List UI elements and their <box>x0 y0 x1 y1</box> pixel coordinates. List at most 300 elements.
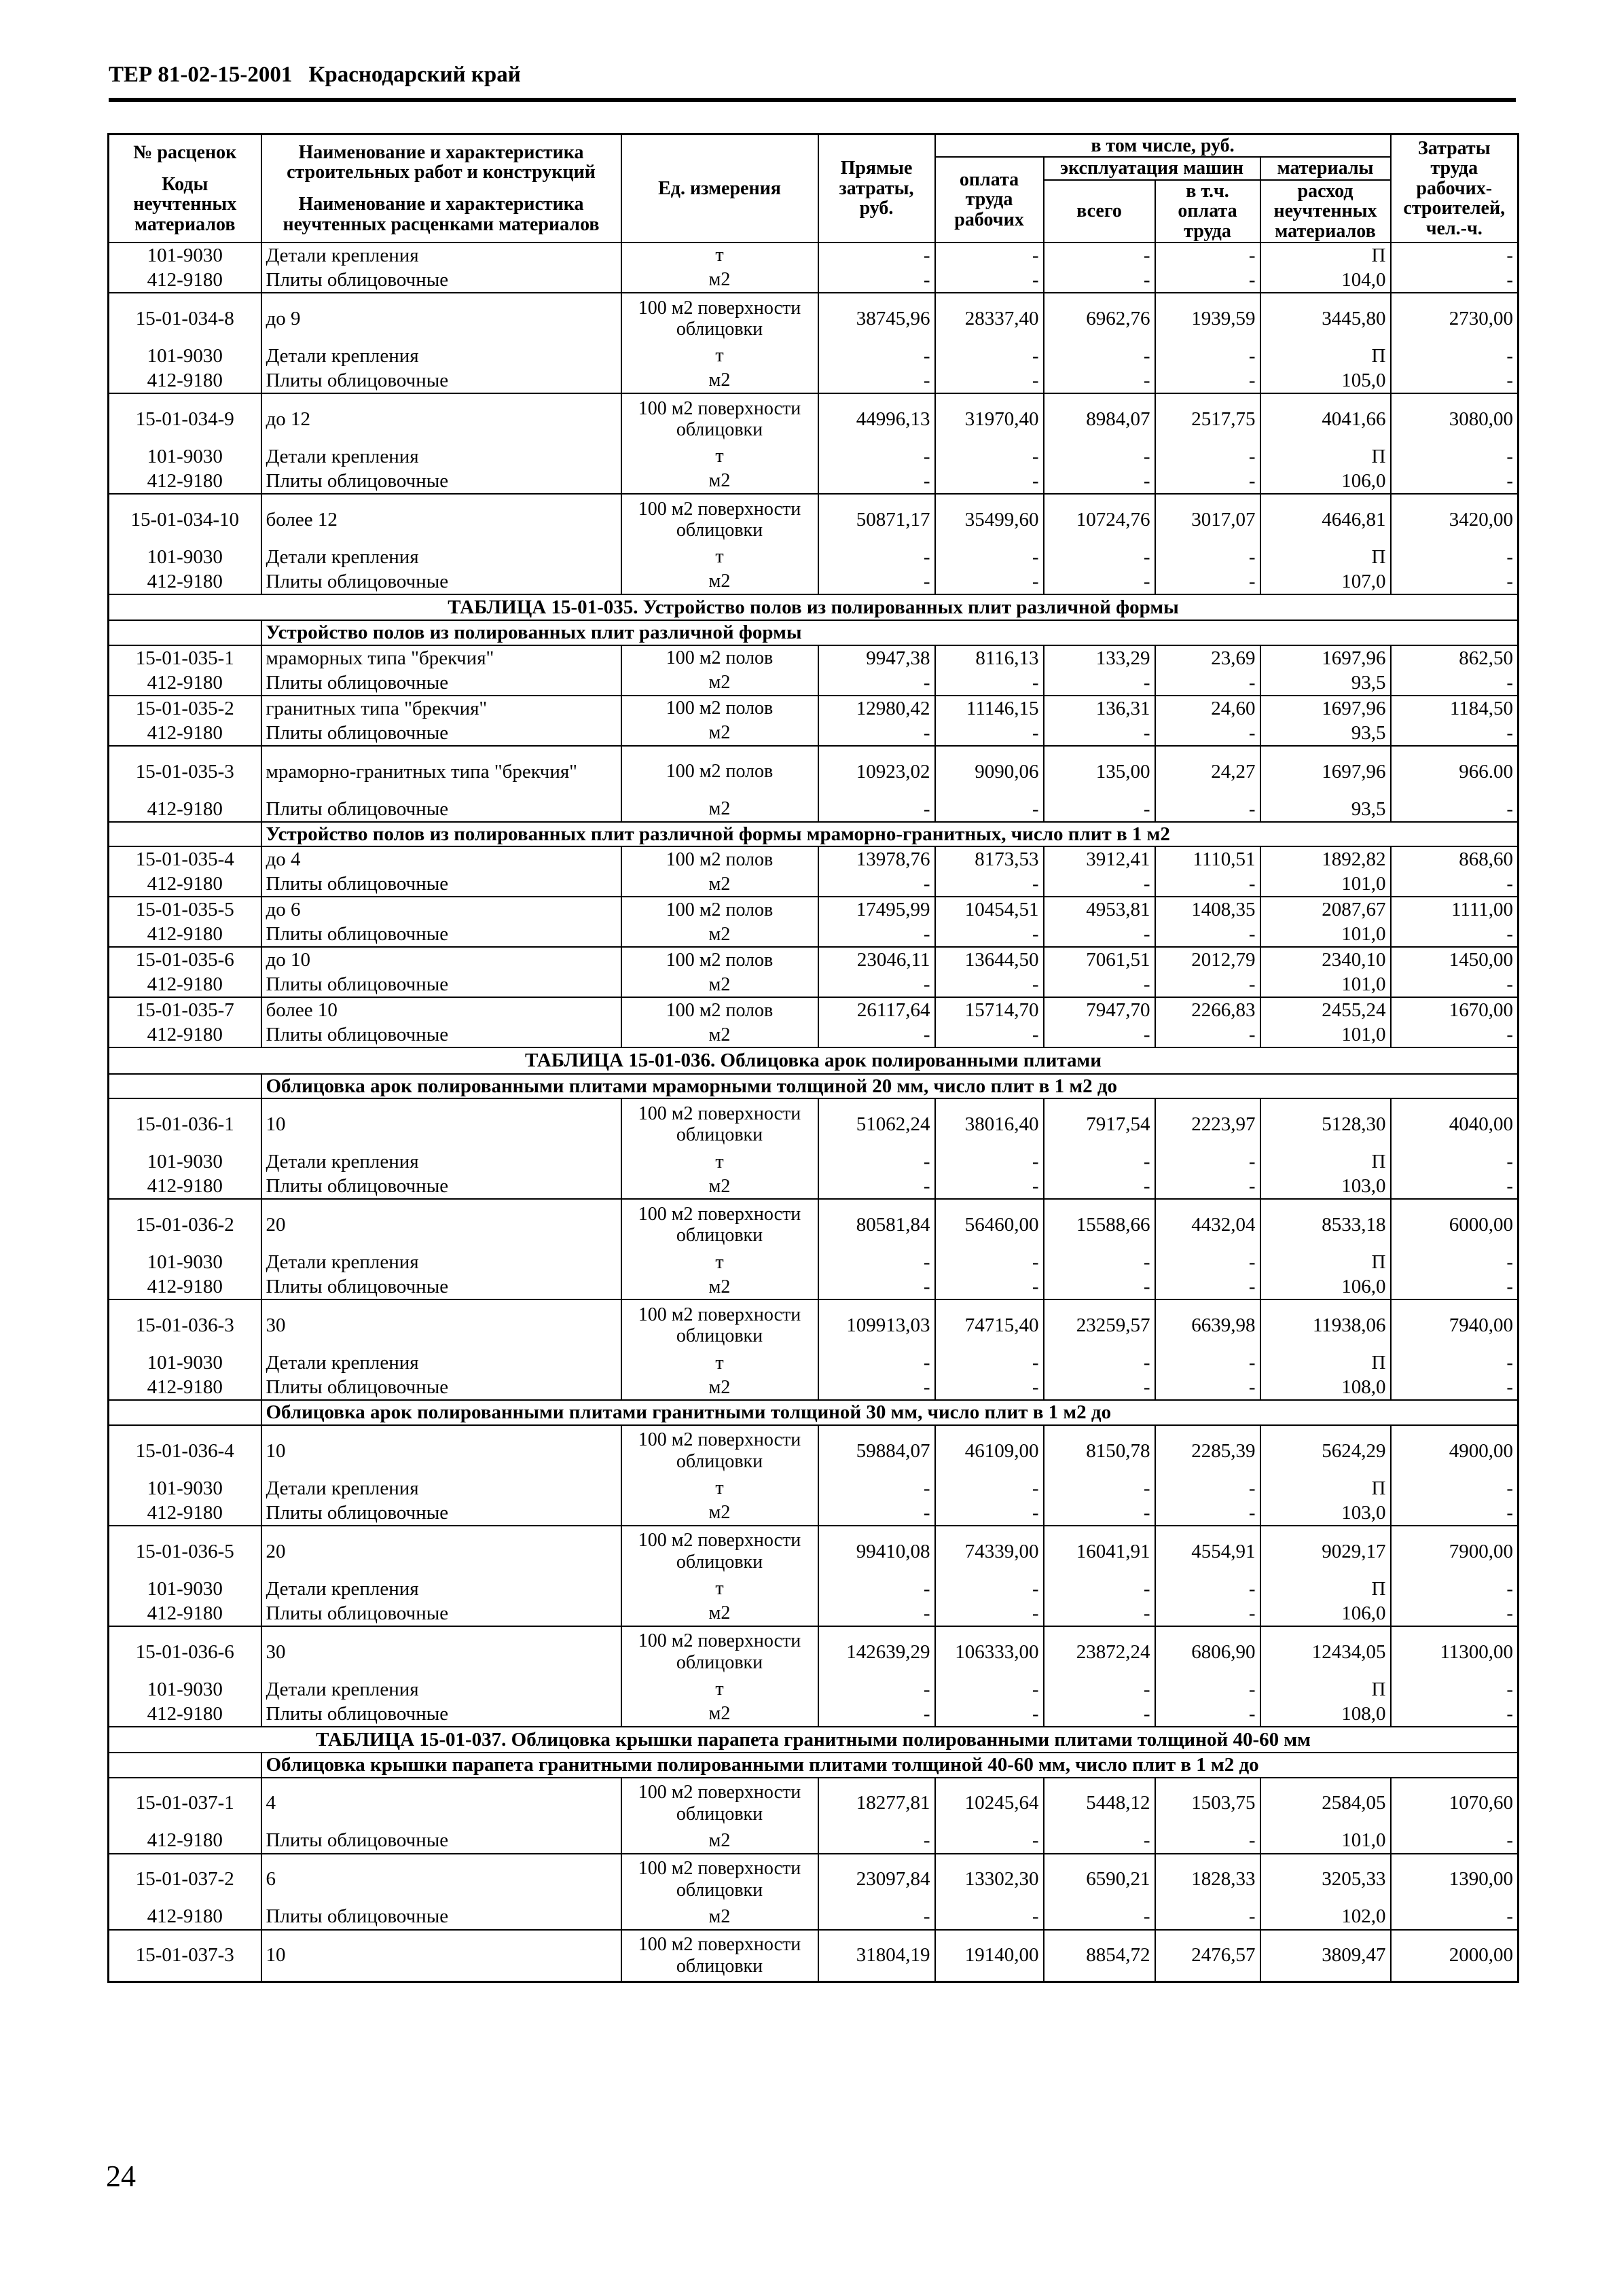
unit: м2 <box>621 1274 818 1299</box>
materials: 103,0 <box>1260 1174 1391 1199</box>
labor-hours: - <box>1391 1375 1519 1400</box>
material-name: Плиты облицовочные <box>261 1174 621 1199</box>
machine-labor: - <box>1155 1022 1260 1047</box>
rate-code: 15-01-037-3 <box>109 1930 261 1982</box>
rate-code: 15-01-035-1 <box>109 645 261 670</box>
materials: 4041,66 <box>1260 393 1391 444</box>
unit: 100 м2 полов <box>621 947 818 972</box>
material-row <box>109 1577 1519 1601</box>
header-rate-no: № расценок <box>133 141 237 163</box>
labor-pay: 13302,30 <box>935 1854 1044 1905</box>
machine-labor: 24,27 <box>1155 746 1260 797</box>
material-name: Детали крепления <box>261 545 621 569</box>
rate-row <box>109 293 1519 344</box>
materials: 102,0 <box>1260 1905 1391 1930</box>
machine-labor: - <box>1155 1350 1260 1375</box>
direct-costs: 10923,02 <box>818 746 935 797</box>
header-rate-codes <box>109 134 261 243</box>
direct-costs: - <box>818 344 935 368</box>
unit: 100 м2 поверхности облицовки <box>621 1626 818 1677</box>
header-labor-costs: Затраты труда рабочих-строителей, чел.-ч. <box>1391 134 1519 243</box>
material-code: 101-9030 <box>109 1149 261 1174</box>
material-row <box>109 1601 1519 1626</box>
material-row <box>109 243 1519 268</box>
materials: 4646,81 <box>1260 494 1391 545</box>
material-code: 101-9030 <box>109 1577 261 1601</box>
unit: м2 <box>621 922 818 947</box>
machine-labor: 2012,79 <box>1155 947 1260 972</box>
materials: 106,0 <box>1260 1601 1391 1626</box>
labor-hours: - <box>1391 1577 1519 1601</box>
direct-costs: - <box>818 1501 935 1526</box>
labor-pay: - <box>935 344 1044 368</box>
unit: 100 м2 поверхности облицовки <box>621 1778 818 1829</box>
materials: 101,0 <box>1260 922 1391 947</box>
direct-costs: 23046,11 <box>818 947 935 972</box>
direct-costs: - <box>818 243 935 268</box>
subsection-row <box>109 1074 1519 1098</box>
labor-hours: 1070,60 <box>1391 1778 1519 1829</box>
material-name: Плиты облицовочные <box>261 670 621 696</box>
labor-hours: - <box>1391 670 1519 696</box>
subsection-row <box>109 822 1519 846</box>
material-code: 412-9180 <box>109 268 261 293</box>
labor-pay: - <box>935 972 1044 997</box>
labor-pay: - <box>935 1149 1044 1174</box>
machine-labor: - <box>1155 569 1260 594</box>
subsection-spacer <box>109 822 261 846</box>
labor-pay: - <box>935 922 1044 947</box>
labor-pay: - <box>935 1274 1044 1299</box>
unit: т <box>621 1677 818 1702</box>
direct-costs: 26117,64 <box>818 997 935 1022</box>
material-code: 412-9180 <box>109 1174 261 1199</box>
table-title: ТАБЛИЦА 15-01-036. Облицовка арок полированными плитами <box>109 1047 1519 1073</box>
machine-labor: - <box>1155 344 1260 368</box>
materials: П <box>1260 1149 1391 1174</box>
material-code: 101-9030 <box>109 1250 261 1274</box>
labor-hours: 868,60 <box>1391 846 1519 872</box>
material-row <box>109 1250 1519 1274</box>
unit: м2 <box>621 721 818 746</box>
labor-pay: 19140,00 <box>935 1930 1044 1982</box>
labor-hours: - <box>1391 972 1519 997</box>
labor-hours: - <box>1391 344 1519 368</box>
labor-pay: - <box>935 545 1044 569</box>
table-title-row <box>109 1047 1519 1073</box>
rate-code: 15-01-035-6 <box>109 947 261 972</box>
machine-labor: - <box>1155 721 1260 746</box>
labor-pay: - <box>935 721 1044 746</box>
rate-code: 15-01-036-4 <box>109 1425 261 1476</box>
machine-total: - <box>1044 972 1155 997</box>
material-code: 101-9030 <box>109 1677 261 1702</box>
work-name: 30 <box>261 1626 621 1677</box>
rate-row <box>109 1930 1519 1982</box>
machine-total: - <box>1044 1174 1155 1199</box>
labor-pay: - <box>935 1022 1044 1047</box>
rate-row <box>109 494 1519 545</box>
materials: 1697,96 <box>1260 645 1391 670</box>
labor-hours: 1670,00 <box>1391 997 1519 1022</box>
machine-total: 8984,07 <box>1044 393 1155 444</box>
material-row <box>109 1829 1519 1854</box>
labor-hours: 6000,00 <box>1391 1199 1519 1250</box>
labor-hours: - <box>1391 569 1519 594</box>
material-row <box>109 444 1519 469</box>
materials: 3809,47 <box>1260 1930 1391 1982</box>
direct-costs: - <box>818 1677 935 1702</box>
material-row <box>109 1022 1519 1047</box>
rate-row <box>109 947 1519 972</box>
machine-total: - <box>1044 444 1155 469</box>
materials: 11938,06 <box>1260 1299 1391 1350</box>
material-code: 412-9180 <box>109 721 261 746</box>
materials: П <box>1260 1350 1391 1375</box>
machine-total: - <box>1044 545 1155 569</box>
machine-total: - <box>1044 1476 1155 1501</box>
direct-costs: - <box>818 1577 935 1601</box>
machine-total: - <box>1044 1250 1155 1274</box>
machine-labor: - <box>1155 1501 1260 1526</box>
direct-costs: - <box>818 1476 935 1501</box>
machine-labor: 24,60 <box>1155 696 1260 721</box>
price-table <box>107 133 1519 1983</box>
materials: П <box>1260 344 1391 368</box>
direct-costs: - <box>818 469 935 494</box>
unit: 100 м2 поверхности облицовки <box>621 1299 818 1350</box>
machine-total: - <box>1044 469 1155 494</box>
materials: 107,0 <box>1260 569 1391 594</box>
direct-costs: 51062,24 <box>818 1098 935 1149</box>
labor-pay: - <box>935 797 1044 822</box>
labor-pay: 13644,50 <box>935 947 1044 972</box>
machine-total: 3912,41 <box>1044 846 1155 872</box>
machine-labor: - <box>1155 469 1260 494</box>
work-name: 20 <box>261 1526 621 1577</box>
material-code: 412-9180 <box>109 797 261 822</box>
work-name: 10 <box>261 1098 621 1149</box>
materials: 93,5 <box>1260 670 1391 696</box>
rate-code: 15-01-035-2 <box>109 696 261 721</box>
machine-total: - <box>1044 1905 1155 1930</box>
machine-labor: - <box>1155 1250 1260 1274</box>
unit: м2 <box>621 1022 818 1047</box>
machine-labor: - <box>1155 1476 1260 1501</box>
machine-total: 5448,12 <box>1044 1778 1155 1829</box>
materials: 3445,80 <box>1260 293 1391 344</box>
subsection-title: Устройство полов из полированных плит различной формы мраморно-гранитных, число плит в 1 м2 <box>261 822 1519 846</box>
page-header <box>109 62 521 88</box>
labor-hours: 7900,00 <box>1391 1526 1519 1577</box>
labor-pay: 10454,51 <box>935 897 1044 922</box>
unit: т <box>621 243 818 268</box>
machine-labor: 2517,75 <box>1155 393 1260 444</box>
rate-code: 15-01-037-1 <box>109 1778 261 1829</box>
direct-costs: - <box>818 1829 935 1854</box>
unit: м2 <box>621 268 818 293</box>
rate-row <box>109 1626 1519 1677</box>
material-row <box>109 972 1519 997</box>
material-row <box>109 1476 1519 1501</box>
subsection-row <box>109 1400 1519 1424</box>
header-including: в том числе, руб. <box>935 134 1391 158</box>
material-row <box>109 797 1519 822</box>
unit: т <box>621 1149 818 1174</box>
materials: 106,0 <box>1260 1274 1391 1299</box>
labor-hours: - <box>1391 1702 1519 1727</box>
labor-hours: - <box>1391 1601 1519 1626</box>
machine-labor: - <box>1155 444 1260 469</box>
materials: П <box>1260 444 1391 469</box>
material-code: 412-9180 <box>109 469 261 494</box>
machine-total: - <box>1044 797 1155 822</box>
work-name: более 10 <box>261 997 621 1022</box>
machine-labor: 1503,75 <box>1155 1778 1260 1829</box>
rate-code: 15-01-035-7 <box>109 997 261 1022</box>
unit: м2 <box>621 1829 818 1854</box>
labor-pay: - <box>935 1601 1044 1626</box>
direct-costs: 9947,38 <box>818 645 935 670</box>
labor-pay: - <box>935 444 1044 469</box>
material-name: Плиты облицовочные <box>261 797 621 822</box>
material-name: Плиты облицовочные <box>261 268 621 293</box>
rate-code: 15-01-036-1 <box>109 1098 261 1149</box>
rate-code: 15-01-036-2 <box>109 1199 261 1250</box>
direct-costs: - <box>818 444 935 469</box>
labor-pay: 9090,06 <box>935 746 1044 797</box>
unit: т <box>621 1577 818 1601</box>
work-name: гранитных типа "брекчия" <box>261 696 621 721</box>
material-code: 412-9180 <box>109 1022 261 1047</box>
materials: П <box>1260 1577 1391 1601</box>
material-name: Плиты облицовочные <box>261 368 621 393</box>
material-row <box>109 368 1519 393</box>
materials: 5624,29 <box>1260 1425 1391 1476</box>
labor-hours: - <box>1391 721 1519 746</box>
machine-total: - <box>1044 1577 1155 1601</box>
unit: т <box>621 1250 818 1274</box>
labor-pay: - <box>935 243 1044 268</box>
labor-hours: 2730,00 <box>1391 293 1519 344</box>
direct-costs: 12980,42 <box>818 696 935 721</box>
work-name: 6 <box>261 1854 621 1905</box>
labor-pay: 8173,53 <box>935 846 1044 872</box>
material-name: Плиты облицовочные <box>261 1829 621 1854</box>
material-row <box>109 1149 1519 1174</box>
material-code: 412-9180 <box>109 1702 261 1727</box>
unit: м2 <box>621 1702 818 1727</box>
material-code: 101-9030 <box>109 344 261 368</box>
header-work-name: Наименование и характеристика строительных работ и конструкций <box>287 141 596 183</box>
table-body <box>109 243 1519 1981</box>
unit: м2 <box>621 368 818 393</box>
labor-hours: - <box>1391 1829 1519 1854</box>
labor-hours: - <box>1391 469 1519 494</box>
work-name: 20 <box>261 1199 621 1250</box>
work-name: 4 <box>261 1778 621 1829</box>
machine-labor: - <box>1155 922 1260 947</box>
machine-labor: - <box>1155 545 1260 569</box>
labor-hours: - <box>1391 1274 1519 1299</box>
labor-pay: 56460,00 <box>935 1199 1044 1250</box>
direct-costs: - <box>818 569 935 594</box>
materials: П <box>1260 545 1391 569</box>
direct-costs: 17495,99 <box>818 897 935 922</box>
work-name: 30 <box>261 1299 621 1350</box>
material-code: 412-9180 <box>109 922 261 947</box>
material-row <box>109 1274 1519 1299</box>
machine-total: 8150,78 <box>1044 1425 1155 1476</box>
rate-row <box>109 696 1519 721</box>
unit: 100 м2 полов <box>621 997 818 1022</box>
direct-costs: - <box>818 1149 935 1174</box>
material-name: Детали крепления <box>261 1149 621 1174</box>
material-code: 101-9030 <box>109 444 261 469</box>
material-name: Детали крепления <box>261 1250 621 1274</box>
materials: 9029,17 <box>1260 1526 1391 1577</box>
material-row <box>109 872 1519 897</box>
unit: 100 м2 поверхности облицовки <box>621 393 818 444</box>
unit: 100 м2 поверхности облицовки <box>621 1930 818 1982</box>
material-code: 101-9030 <box>109 243 261 268</box>
machine-labor: - <box>1155 1677 1260 1702</box>
material-code: 412-9180 <box>109 872 261 897</box>
direct-costs: - <box>818 1350 935 1375</box>
machine-labor: - <box>1155 1577 1260 1601</box>
labor-pay: - <box>935 1702 1044 1727</box>
labor-pay: 35499,60 <box>935 494 1044 545</box>
material-row <box>109 922 1519 947</box>
material-code: 412-9180 <box>109 1375 261 1400</box>
subsection-spacer <box>109 1753 261 1777</box>
work-name: более 12 <box>261 494 621 545</box>
header-material-name: Наименование и характеристика неучтенных расценками материалов <box>283 194 600 235</box>
machine-labor: - <box>1155 1601 1260 1626</box>
machine-total: - <box>1044 721 1155 746</box>
materials: 104,0 <box>1260 268 1391 293</box>
labor-pay: - <box>935 1829 1044 1854</box>
header-unit: Ед. измерения <box>621 134 818 243</box>
unit: 100 м2 поверхности облицовки <box>621 494 818 545</box>
unit: т <box>621 344 818 368</box>
material-row <box>109 545 1519 569</box>
labor-hours: - <box>1391 922 1519 947</box>
material-name: Детали крепления <box>261 444 621 469</box>
machine-total: - <box>1044 243 1155 268</box>
unit: т <box>621 1350 818 1375</box>
direct-costs: 23097,84 <box>818 1854 935 1905</box>
machine-labor: 2285,39 <box>1155 1425 1260 1476</box>
labor-pay: - <box>935 872 1044 897</box>
rate-code: 15-01-035-5 <box>109 897 261 922</box>
materials: 101,0 <box>1260 1829 1391 1854</box>
materials: П <box>1260 243 1391 268</box>
material-name: Плиты облицовочные <box>261 1274 621 1299</box>
rate-row <box>109 897 1519 922</box>
unit: м2 <box>621 569 818 594</box>
unit: т <box>621 444 818 469</box>
material-row <box>109 1174 1519 1199</box>
header-machine-operation: эксплуатация машин <box>1044 157 1260 179</box>
machine-total: 23259,57 <box>1044 1299 1155 1350</box>
direct-costs: - <box>818 1022 935 1047</box>
material-name: Детали крепления <box>261 344 621 368</box>
materials: 101,0 <box>1260 972 1391 997</box>
rate-code: 15-01-034-10 <box>109 494 261 545</box>
material-code: 101-9030 <box>109 1476 261 1501</box>
rate-code: 15-01-034-8 <box>109 293 261 344</box>
material-code: 412-9180 <box>109 1829 261 1854</box>
header-machine-total: всего <box>1044 180 1155 243</box>
unit: м2 <box>621 1601 818 1626</box>
machine-labor: - <box>1155 797 1260 822</box>
machine-labor: 4432,04 <box>1155 1199 1260 1250</box>
machine-total: 16041,91 <box>1044 1526 1155 1577</box>
header-materials-unaccounted: расход неучтенных материалов <box>1260 180 1391 243</box>
material-name: Детали крепления <box>261 1350 621 1375</box>
labor-pay: 106333,00 <box>935 1626 1044 1677</box>
direct-costs: - <box>818 545 935 569</box>
direct-costs: 99410,08 <box>818 1526 935 1577</box>
direct-costs: - <box>818 922 935 947</box>
header-codes-unaccounted: Коды неучтенных материалов <box>133 174 237 235</box>
machine-labor: 1110,51 <box>1155 846 1260 872</box>
work-name: мраморных типа "брекчия" <box>261 645 621 670</box>
direct-costs: - <box>818 268 935 293</box>
labor-hours: - <box>1391 1022 1519 1047</box>
machine-total: 133,29 <box>1044 645 1155 670</box>
machine-total: - <box>1044 368 1155 393</box>
materials: 1697,96 <box>1260 746 1391 797</box>
table-header <box>109 134 1519 243</box>
labor-hours: 1450,00 <box>1391 947 1519 972</box>
subsection-row <box>109 620 1519 645</box>
direct-costs: 18277,81 <box>818 1778 935 1829</box>
machine-total: - <box>1044 1829 1155 1854</box>
labor-hours: 3080,00 <box>1391 393 1519 444</box>
rate-row <box>109 393 1519 444</box>
unit: м2 <box>621 1501 818 1526</box>
material-row <box>109 670 1519 696</box>
labor-hours: 3420,00 <box>1391 494 1519 545</box>
machine-labor: - <box>1155 268 1260 293</box>
rate-row <box>109 997 1519 1022</box>
materials: П <box>1260 1250 1391 1274</box>
rate-code: 15-01-035-4 <box>109 846 261 872</box>
labor-pay: 10245,64 <box>935 1778 1044 1829</box>
machine-labor: - <box>1155 1149 1260 1174</box>
direct-costs: - <box>818 1274 935 1299</box>
labor-pay: - <box>935 1501 1044 1526</box>
material-name: Плиты облицовочные <box>261 972 621 997</box>
rate-code: 15-01-034-9 <box>109 393 261 444</box>
machine-total: 6590,21 <box>1044 1854 1155 1905</box>
unit: м2 <box>621 972 818 997</box>
materials: 5128,30 <box>1260 1098 1391 1149</box>
unit: 100 м2 полов <box>621 696 818 721</box>
material-row <box>109 721 1519 746</box>
unit: м2 <box>621 1375 818 1400</box>
labor-hours: - <box>1391 1174 1519 1199</box>
work-name: до 9 <box>261 293 621 344</box>
labor-hours: - <box>1391 1905 1519 1930</box>
labor-pay: 11146,15 <box>935 696 1044 721</box>
material-code: 412-9180 <box>109 368 261 393</box>
labor-pay: - <box>935 268 1044 293</box>
machine-labor: - <box>1155 872 1260 897</box>
unit: м2 <box>621 1905 818 1930</box>
